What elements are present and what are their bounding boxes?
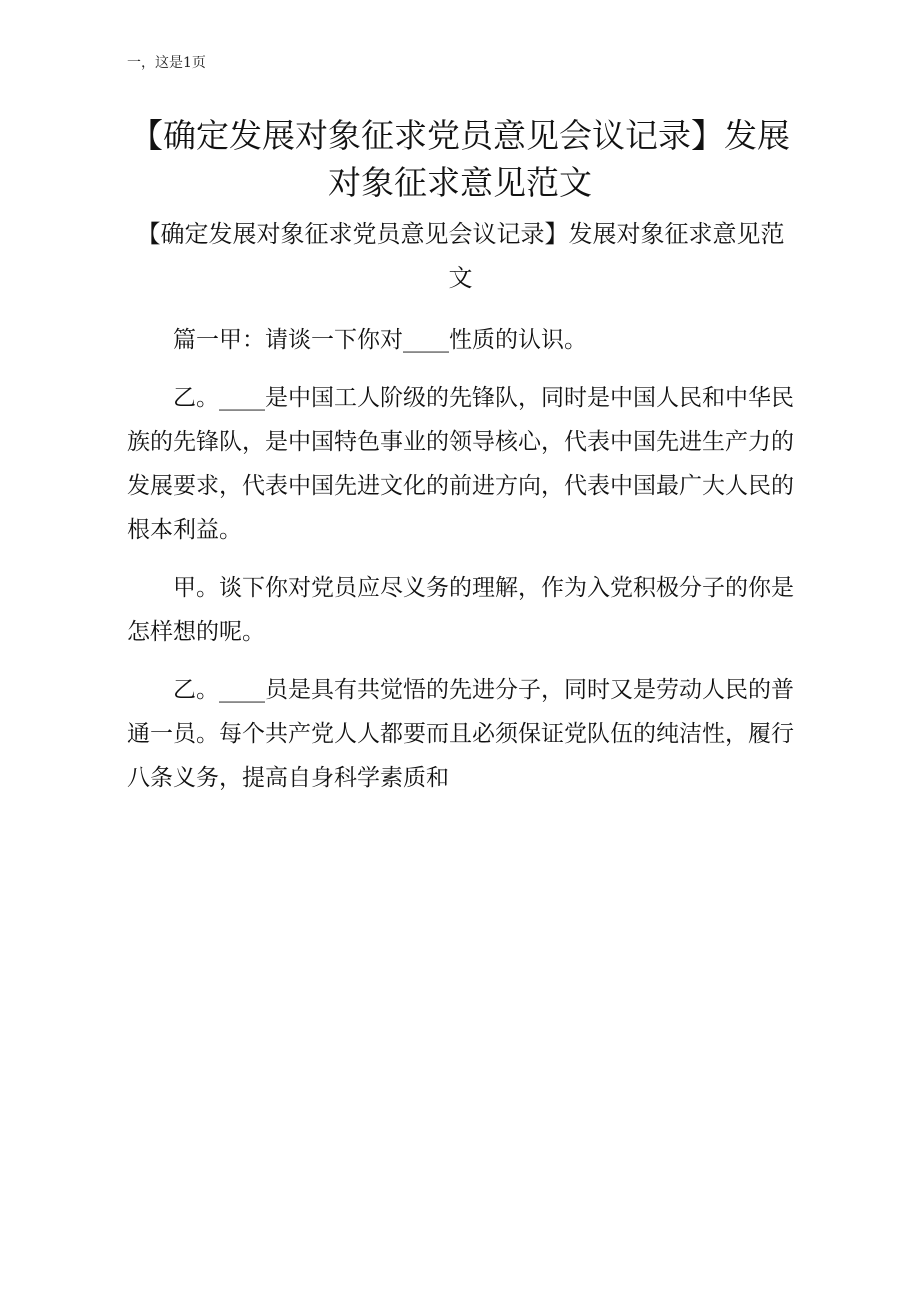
document-subtitle: 【确定发展对象征求党员意见会议记录】发展对象征求意见范文 [136, 220, 785, 292]
document-title: 【确定发展对象征求党员意见会议记录】发展对象征求意见范文 [130, 116, 790, 202]
paragraph-2: 乙。____是中国工人阶级的先锋队，同时是中国人民和中华民族的先锋队，是中国特色事业的领导核心，代表中国先进生产力的发展要求，代表中国先进文化的前进方向，代表中国最广大人民的根本利益。 [127, 385, 794, 543]
paragraph-1: 篇一甲：请谈一下你对____性质的认识。 [173, 327, 587, 353]
paragraph-3: 甲。谈下你对党员应尽义务的理解，作为入党积极分子的你是怎样想的呢。 [127, 575, 794, 645]
document-body [127, 318, 794, 814]
paragraph-4: 乙。____员是具有共觉悟的先进分子，同时又是劳动人民的普通一员。每个共产党人人都要而且必须保证党队伍的纯洁性，履行八条义务，提高自身科学素质和 [127, 677, 794, 791]
page-header-note: 一，这是1页 [127, 55, 206, 71]
